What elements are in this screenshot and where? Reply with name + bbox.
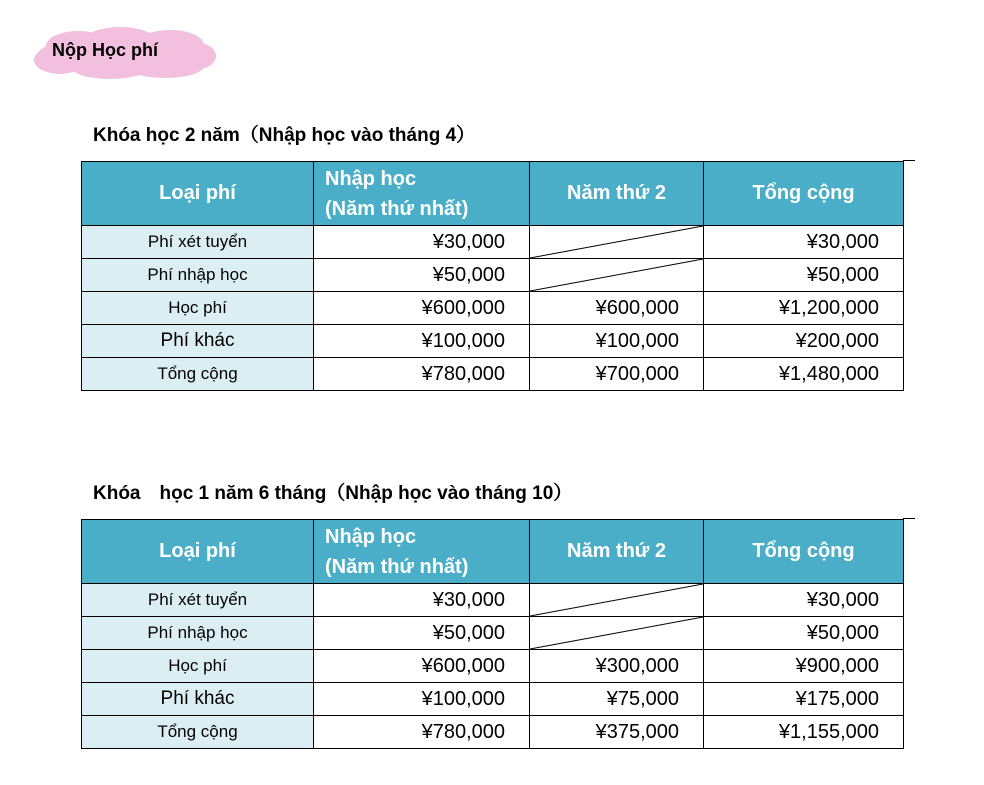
header-first-year-line1: Nhập học xyxy=(325,525,417,548)
section1-top-rule xyxy=(903,160,915,161)
first-year-amount: ¥600,000 xyxy=(314,650,530,683)
table-header-row xyxy=(82,162,904,226)
second-year-amount: ¥600,000 xyxy=(530,292,704,325)
row-label: Tổng cộng xyxy=(82,716,314,749)
first-year-amount: ¥100,000 xyxy=(314,683,530,716)
row-label: Học phí xyxy=(82,292,314,325)
header-second-year: Năm thứ 2 xyxy=(530,162,704,226)
row-label: Phí khác xyxy=(82,325,314,358)
table-row xyxy=(82,358,904,391)
row-label: Học phí xyxy=(82,650,314,683)
total-amount: ¥200,000 xyxy=(704,325,904,358)
second-year-amount: ¥75,000 xyxy=(530,683,704,716)
not-applicable-cell xyxy=(530,617,704,650)
total-amount: ¥1,155,000 xyxy=(704,716,904,749)
table-row xyxy=(82,617,904,650)
header-second-year: Năm thứ 2 xyxy=(530,520,704,584)
total-amount: ¥175,000 xyxy=(704,683,904,716)
fee-table-2-year xyxy=(81,161,904,391)
row-label: Tổng cộng xyxy=(82,358,314,391)
table-row xyxy=(82,259,904,292)
total-amount: ¥1,480,000 xyxy=(704,358,904,391)
first-year-amount: ¥780,000 xyxy=(314,358,530,391)
header-fee-type: Loại phí xyxy=(82,162,314,226)
header-first-year xyxy=(314,520,530,584)
badge-label: Nộp Học phí xyxy=(52,40,158,60)
header-first-year-line2: (Năm thứ nhất) xyxy=(325,555,469,578)
row-label: Phí khác xyxy=(82,683,314,716)
not-applicable-cell xyxy=(530,259,704,292)
row-label: Phí nhập học xyxy=(82,617,314,650)
table-row xyxy=(82,226,904,259)
table-row xyxy=(82,650,904,683)
header-first-year xyxy=(314,162,530,226)
diagonal-slash xyxy=(530,226,703,258)
first-year-amount: ¥780,000 xyxy=(314,716,530,749)
first-year-amount: ¥50,000 xyxy=(314,259,530,292)
row-label: Phí xét tuyển xyxy=(82,226,314,259)
section1-title: Khóa học 2 năm（Nhập học vào tháng 4） xyxy=(93,125,476,146)
row-label: Phí xét tuyển xyxy=(82,584,314,617)
table-row xyxy=(82,325,904,358)
total-amount: ¥50,000 xyxy=(704,617,904,650)
header-fee-type: Loại phí xyxy=(82,520,314,584)
diagonal-slash xyxy=(530,617,703,649)
first-year-amount: ¥30,000 xyxy=(314,226,530,259)
header-first-year-line1: Nhập học xyxy=(325,167,417,190)
second-year-amount: ¥375,000 xyxy=(530,716,704,749)
table-header-row xyxy=(82,520,904,584)
section2-top-rule xyxy=(903,518,915,519)
total-amount: ¥900,000 xyxy=(704,650,904,683)
header-total: Tổng cộng xyxy=(704,520,904,584)
header-total: Tổng cộng xyxy=(704,162,904,226)
total-amount: ¥50,000 xyxy=(704,259,904,292)
first-year-amount: ¥30,000 xyxy=(314,584,530,617)
total-amount: ¥1,200,000 xyxy=(704,292,904,325)
not-applicable-cell xyxy=(530,226,704,259)
title-badge xyxy=(30,24,218,82)
second-year-amount: ¥100,000 xyxy=(530,325,704,358)
section2-title: Khóa học 1 năm 6 tháng（Nhập học vào tháng 10） xyxy=(93,483,573,504)
table-row xyxy=(82,683,904,716)
diagonal-slash xyxy=(530,259,703,291)
table-row xyxy=(82,292,904,325)
fee-table-18-month xyxy=(81,519,904,749)
first-year-amount: ¥100,000 xyxy=(314,325,530,358)
header-first-year-line2: (Năm thứ nhất) xyxy=(325,197,469,220)
second-year-amount: ¥300,000 xyxy=(530,650,704,683)
row-label: Phí nhập học xyxy=(82,259,314,292)
total-amount: ¥30,000 xyxy=(704,226,904,259)
first-year-amount: ¥50,000 xyxy=(314,617,530,650)
not-applicable-cell xyxy=(530,584,704,617)
second-year-amount: ¥700,000 xyxy=(530,358,704,391)
diagonal-slash xyxy=(530,584,703,616)
first-year-amount: ¥600,000 xyxy=(314,292,530,325)
table-row xyxy=(82,716,904,749)
table-row xyxy=(82,584,904,617)
total-amount: ¥30,000 xyxy=(704,584,904,617)
